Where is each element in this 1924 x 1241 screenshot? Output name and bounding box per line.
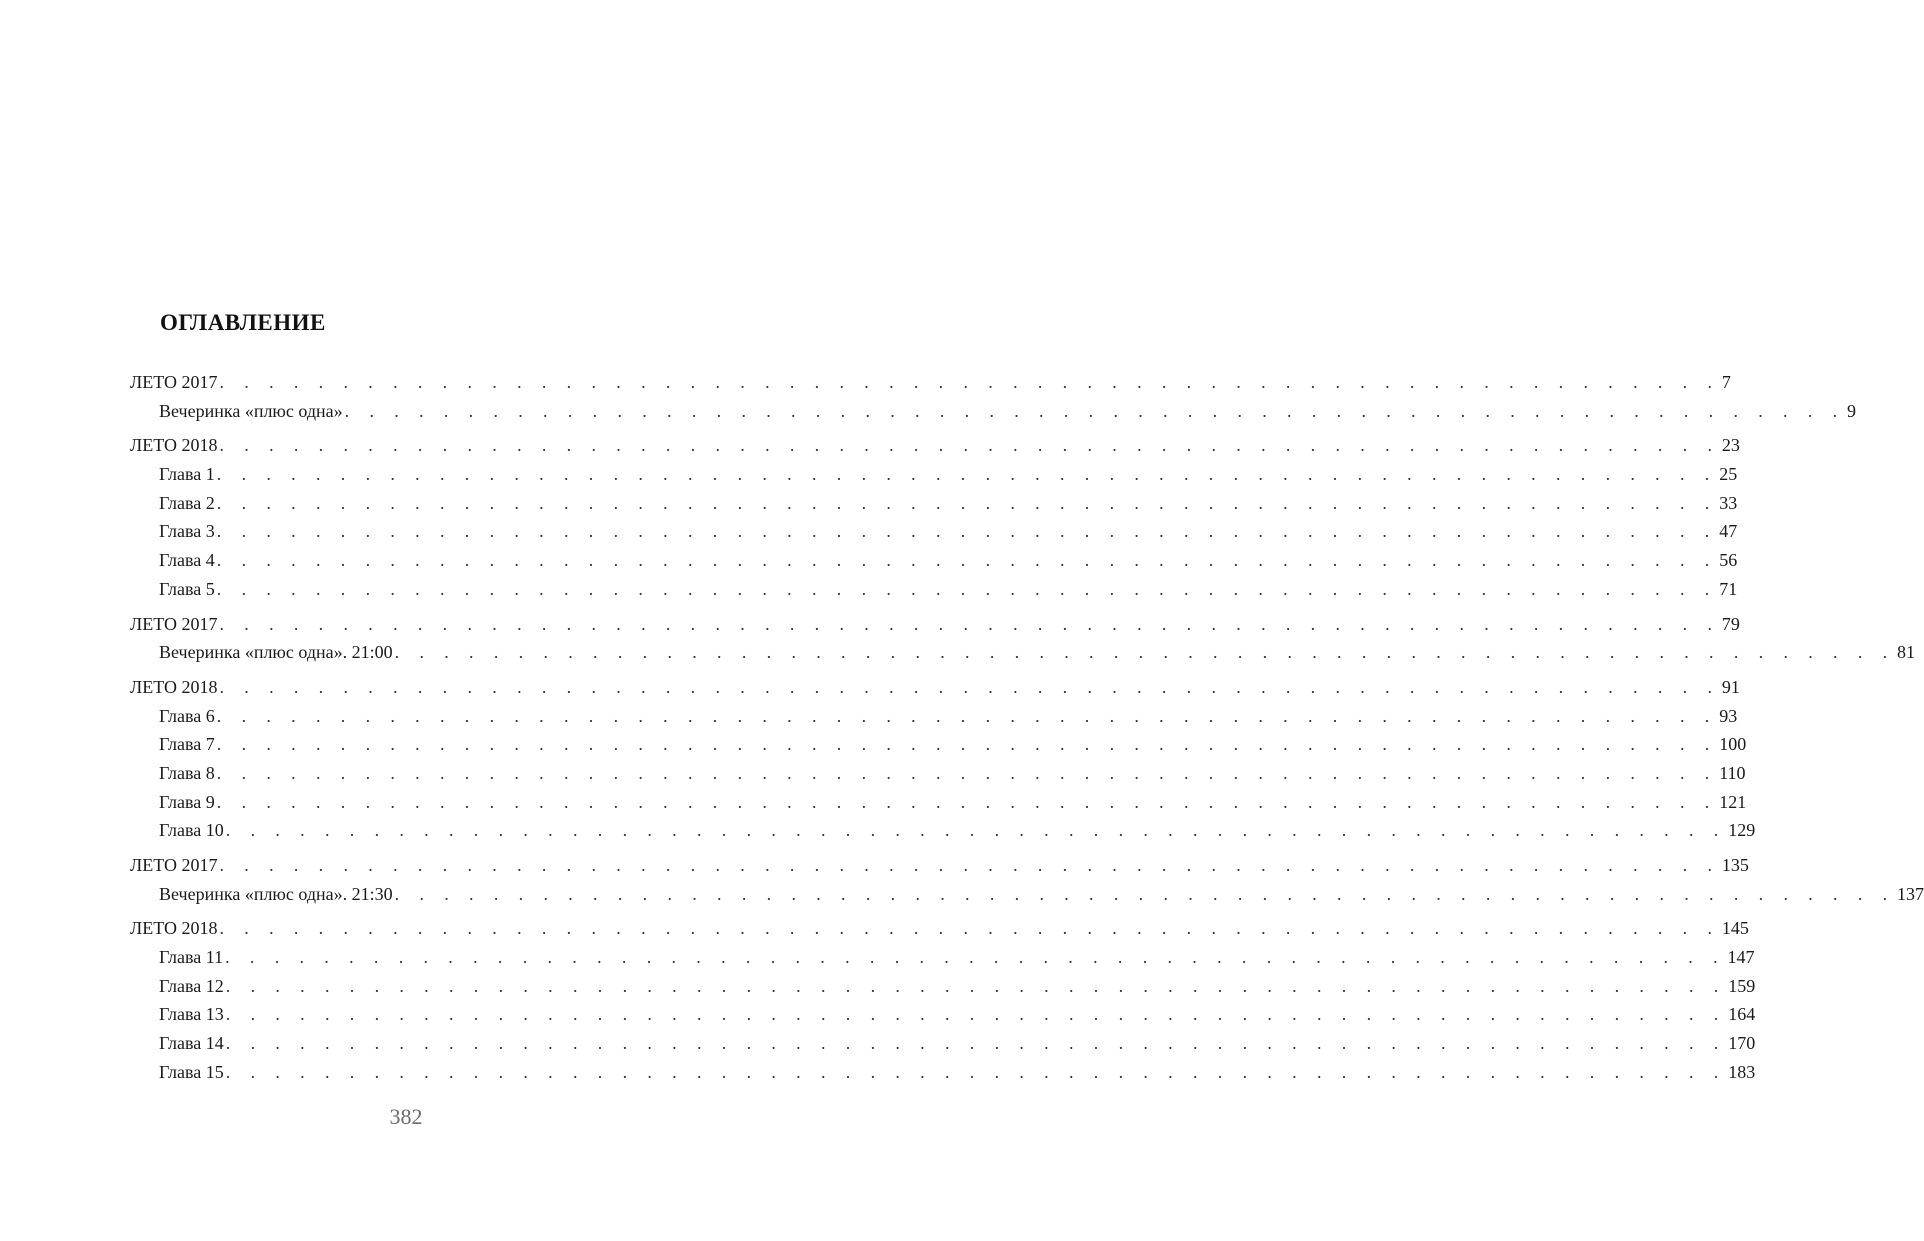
toc-section [130,851,1924,908]
dot-leader: . . . . . . . . . . . . . . . . . . . . . . . . . . . . . . . . . . . . . . . . . . . . . . . . . . . . . . . . . . . . . [225,1061,1727,1082]
toc-entry[interactable] [130,397,1857,426]
toc-section-heading[interactable] [130,851,1749,880]
toc-section [130,431,1740,603]
toc-entry-label: Глава 1 [159,464,215,485]
dot-leader: . . . . . . . . . . . . . . . . . . . . . . . . . . . . . . . . . . . . . . . . . . . . . . . . . . . . . . . . . . . . . [216,550,1718,571]
toc-section-heading[interactable] [130,673,1740,702]
dot-leader: . . . . . . . . . . . . . . . . . . . . . . . . . . . . . . . . . . . . . . . . . . . . . . . . . . . . . . . . . . . . . [219,676,1720,697]
dot-leader: . . . . . . . . . . . . . . . . . . . . . . . . . . . . . . . . . . . . . . . . . . . . . . . . . . . . . . . . . . . . . [216,791,1718,812]
toc-section-heading[interactable] [130,914,1749,943]
toc-entry[interactable] [130,788,1747,817]
toc-entry-label: Глава 15 [159,1061,224,1082]
toc-entry-label: ЛЕТО 2018 [130,435,218,456]
toc-entry[interactable] [130,702,1738,731]
toc-entry[interactable] [130,1029,1756,1058]
toc-entry-label: Глава 7 [159,734,215,755]
toc-entry-page: 135 [1721,855,1749,875]
folio-page-number: 382 [389,1104,423,1129]
dot-leader: . . . . . . . . . . . . . . . . . . . . . . . . . . . . . . . . . . . . . . . . . . . . . . . . . . . . . . . . . . . . . [216,492,1718,513]
dot-leader: . . . . . . . . . . . . . . . . . . . . . . . . . . . . . . . . . . . . . . . . . . . . . . . . . . . . . . . . . . . . . [394,883,1896,904]
dot-leader: . . . . . . . . . . . . . . . . . . . . . . . . . . . . . . . . . . . . . . . . . . . . . . . . . . . . . . . . . . . . . [344,400,1846,421]
toc-entry-page: 47 [1719,521,1738,542]
toc-entry-label: ЛЕТО 2018 [130,918,218,939]
toc-entry[interactable] [130,759,1746,788]
toc-entry[interactable] [130,517,1738,546]
toc-section-heading[interactable] [130,368,1731,397]
toc-entry-page: 100 [1719,734,1747,755]
dot-leader: . . . . . . . . . . . . . . . . . . . . . . . . . . . . . . . . . . . . . . . . . . . . . . . . . . . . . . . . . . . . . [225,1004,1727,1025]
toc-entry-label: Глава 10 [159,820,224,841]
toc-entry-page: 110 [1719,762,1746,783]
toc-entry-page: 159 [1728,975,1756,996]
toc-entry-label: Глава 2 [159,492,215,513]
toc-section-heading[interactable] [130,610,1740,639]
toc-entry-page: 170 [1728,1033,1756,1054]
dot-leader: . . . . . . . . . . . . . . . . . . . . . . . . . . . . . . . . . . . . . . . . . . . . . . . . . . . . . . . . . . . . . [225,820,1727,841]
dot-leader: . . . . . . . . . . . . . . . . . . . . . . . . . . . . . . . . . . . . . . . . . . . . . . . . . . . . . . . . . . . . . [225,947,1726,968]
toc-entry[interactable] [130,489,1738,518]
dot-leader: . . . . . . . . . . . . . . . . . . . . . . . . . . . . . . . . . . . . . . . . . . . . . . . . . . . . . . . . . . . . . [216,762,1718,783]
toc-entry-label: Глава 11 [159,947,224,968]
toc-section [130,610,1916,667]
toc-entry-label: Глава 13 [159,1004,224,1025]
toc-section-heading[interactable] [130,431,1740,460]
dot-leader: . . . . . . . . . . . . . . . . . . . . . . . . . . . . . . . . . . . . . . . . . . . . . . . . . . . . . . . . . . . . . [216,705,1718,726]
toc-entry-page: 71 [1719,578,1738,599]
toc-entry-label: Глава 5 [159,578,215,599]
toc-entry-label: Глава 4 [159,550,215,571]
dot-leader: . . . . . . . . . . . . . . . . . . . . . . . . . . . . . . . . . . . . . . . . . . . . . . . . . . . . . . . . . . . . . [219,435,1720,456]
toc-section [130,914,1756,1086]
toc-entry-page: 7 [1721,372,1731,392]
toc-entry-page: 25 [1719,464,1738,485]
toc-entry-label: Глава 6 [159,705,215,726]
toc-entry[interactable] [130,730,1747,759]
toc-entry-page: 81 [1897,642,1916,663]
toc-entry-label: Вечеринка «плюс одна» [159,400,343,421]
toc-entry-page: 145 [1721,918,1749,939]
dot-leader: . . . . . . . . . . . . . . . . . . . . . . . . . . . . . . . . . . . . . . . . . . . . . . . . . . . . . . . . . . . . . [219,855,1720,875]
page-title: ОГЛАВЛЕНИЕ [160,310,326,335]
toc-entry-page: 121 [1719,791,1747,812]
toc-entry-page: 93 [1719,705,1738,726]
dot-leader: . . . . . . . . . . . . . . . . . . . . . . . . . . . . . . . . . . . . . . . . . . . . . . . . . . . . . . . . . . . . . [216,578,1718,599]
toc-entry-page: 56 [1719,550,1738,571]
toc-entry[interactable] [130,943,1755,972]
dot-leader: . . . . . . . . . . . . . . . . . . . . . . . . . . . . . . . . . . . . . . . . . . . . . . . . . . . . . . . . . . . . . [394,642,1896,663]
toc-entry-label: Вечеринка «плюс одна». 21:00 [159,642,393,663]
dot-leader: . . . . . . . . . . . . . . . . . . . . . . . . . . . . . . . . . . . . . . . . . . . . . . . . . . . . . . . . . . . . . [216,734,1718,755]
toc-entry[interactable] [130,972,1756,1001]
toc-entry-page: 137 [1897,883,1924,904]
toc-section [130,673,1756,845]
toc-entry-label: Вечеринка «плюс одна». 21:30 [159,883,393,904]
toc-entry-label: ЛЕТО 2017 [130,855,218,875]
toc-entry-page: 9 [1847,400,1857,421]
toc-entry-page: 79 [1721,613,1740,634]
dot-leader: . . . . . . . . . . . . . . . . . . . . . . . . . . . . . . . . . . . . . . . . . . . . . . . . . . . . . . . . . . . . . [225,1033,1727,1054]
toc-entry[interactable] [130,638,1916,667]
toc-entry-page: 147 [1727,947,1755,968]
dot-leader: . . . . . . . . . . . . . . . . . . . . . . . . . . . . . . . . . . . . . . . . . . . . . . . . . . . . . . . . . . . . . [216,464,1718,485]
dot-leader: . . . . . . . . . . . . . . . . . . . . . . . . . . . . . . . . . . . . . . . . . . . . . . . . . . . . . . . . . . . . . [219,372,1720,392]
toc-entry-label: ЛЕТО 2018 [130,676,218,697]
toc-entry-page: 129 [1728,820,1756,841]
toc-entry[interactable] [130,546,1738,575]
toc-entry[interactable] [130,1000,1756,1029]
toc-entry-page: 164 [1728,1004,1756,1025]
toc-entry-label: Глава 12 [159,975,224,996]
toc-entry-label: Глава 3 [159,521,215,542]
toc-entry[interactable] [130,575,1738,604]
toc-entry-page: 33 [1719,492,1738,513]
dot-leader: . . . . . . . . . . . . . . . . . . . . . . . . . . . . . . . . . . . . . . . . . . . . . . . . . . . . . . . . . . . . . [219,613,1720,634]
toc-entry[interactable] [130,880,1924,909]
toc-entry-label: ЛЕТО 2017 [130,372,218,392]
toc-entry-label: Глава 9 [159,791,215,812]
table-of-contents [130,368,1924,1093]
dot-leader: . . . . . . . . . . . . . . . . . . . . . . . . . . . . . . . . . . . . . . . . . . . . . . . . . . . . . . . . . . . . . [216,521,1718,542]
toc-section [130,368,1857,425]
toc-entry[interactable] [130,816,1756,845]
toc-entry-page: 23 [1721,435,1740,456]
toc-entry-label: Глава 14 [159,1033,224,1054]
toc-entry-page: 91 [1721,676,1740,697]
toc-entry-page: 183 [1728,1061,1756,1082]
toc-entry-label: ЛЕТО 2017 [130,613,218,634]
toc-entry[interactable] [130,1058,1756,1087]
toc-entry-label: Глава 8 [159,762,215,783]
dot-leader: . . . . . . . . . . . . . . . . . . . . . . . . . . . . . . . . . . . . . . . . . . . . . . . . . . . . . . . . . . . . . [225,975,1727,996]
dot-leader: . . . . . . . . . . . . . . . . . . . . . . . . . . . . . . . . . . . . . . . . . . . . . . . . . . . . . . . . . . . . . [219,918,1720,939]
toc-entry[interactable] [130,460,1738,489]
